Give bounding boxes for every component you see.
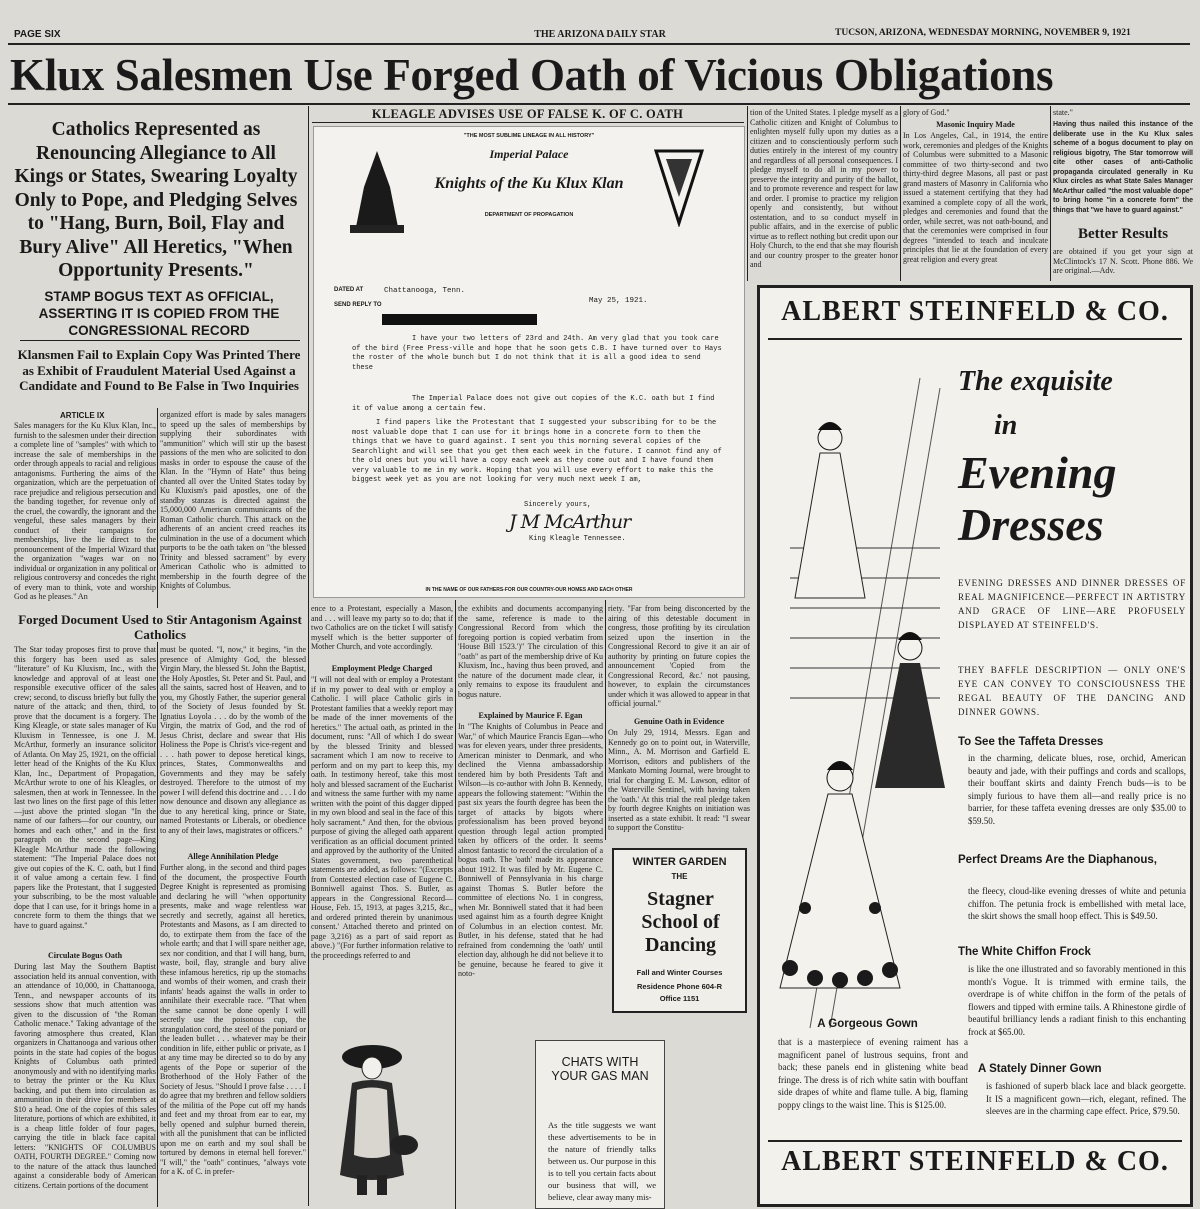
col4-text: the exhibits and documents accompanying the same, reference is made to the Congressional Record from which the foregoing portion is copied verbatim from 'House Bill 1523.')" The circulation of this "oath" as part of the membership drive of Ku Kluxism, Inc., having thus been proved, and the nature of the document made clear, it only remains to expose its fraudulent and bogus nature. bbox=[458, 604, 603, 699]
better-results-text: are obtained if you get your sign at McClintock's 17 N. Scott. Phone 886. We are original.—Adv. bbox=[1053, 247, 1193, 275]
col8-text: state." bbox=[1053, 108, 1073, 117]
letter-signature: J M McArthur bbox=[509, 511, 631, 533]
letter-para3: I find papers like the Protestant that I suggested your subscribing for to be the most valuable dope that I can use for it brings home in a concrete form to them the things that we have to guard against. I sent you this morning several copies of the Searchlight and will see that you get them each week in the future. I cannot find any of the old ones but you will have a copy each week as they come out and I have found them very valuable to me in my work. Hoping that you will use every effort to make this the biggest week yet as you are not looking for very much next week I am, bbox=[352, 419, 722, 484]
steinfeld-name-top: ALBERT STEINFELD & CO. bbox=[781, 296, 1169, 327]
col1b-text: The Star today proposes first to prove that this forgery has been used as sales "literature" of Ku Kluxism, Inc., with the knowledge and approval of at least one responsible executive officer of the sales crew; second, to discuss briefly but fully the nature of the attack; and then, third, to prove that the document is a forgery. The King Kleagle, or state sales manager of Ku Kluxism in Tennessee, is one J. M. McArthur, formerly an insurance solicitor of Atlanta. On May 25, 1921, on the official letter head of the Knights of the Ku Klux Klan, Inc., Department of Propagation, McArthur wrote to one of his Kleagles, or salesmen, then at work in Tennessee. In the last two lines on the first page of this letter—just above the printed slogan "In the name of our fathers—for our country, our homes and each other," and in the first paragraph on the second page—King Kleagle McArthur made the following statement: "The Imperial Palace does not give out copies of the K. C. oath, but I find it of value among a certain few. I find papers like the Protestant, that I suggested your subscribing, to be the most valuable dope that I can use, for it brings home in a concrete form to them the things that we have to guard against." bbox=[14, 645, 156, 930]
wg-phone: Residence Phone 604-R bbox=[636, 982, 723, 991]
wg-line2: THE bbox=[671, 872, 688, 881]
genuine-heading: Genuine Oath in Evidence bbox=[633, 717, 724, 726]
col2b-text: must be quoted. "I, now," it begins, "in the presence of Almighty God, the blessed Virgin Mary, the blessed St. John the Baptist, the Holy Apostles, St. Peter and St. Paul, and all the saints, sacred host of Heaven, and to you, my Ghostly Father, the superior general of the Society of Jesus founded by St. Ignatius Loyola . . . do by the womb of the Virgin, the matrix of God, and the rod of Jesus Christ, declare and swear that His Holiness the Pope is Christ's vice-regent and . . . hath power to depose heretical kings, princes, States, Commonwealths and Governments and they may be safely destroyed. Therefore to the utmost of my power I will defend this doctrine and . . . I do now denounce and disown any allegiance as due to any heretical king, prince or State, named Protestants or Liberals, or obedience to any of their laws, magistrates or officers." bbox=[160, 645, 306, 835]
gas-man-text: As the title suggests we want these advertisements to be in the nature of friendly talks between us. Our purpose in this is to tell you certain facts about our business that will, we believe, clear away many mis- bbox=[548, 1120, 656, 1202]
gorgeous-gown-heading: A Gorgeous Gown bbox=[817, 1018, 918, 1030]
tagline-exquisite: The exquisite bbox=[958, 366, 1113, 397]
dateline: TUCSON, ARIZONA, WEDNESDAY MORNING, NOVEMBER 9, 1921 bbox=[835, 28, 1131, 38]
page-number: PAGE SIX bbox=[14, 29, 61, 40]
gas-man-title: CHATS WITH YOUR GAS MAN bbox=[551, 1055, 649, 1083]
signature-title: King Kleagle Tennessee. bbox=[529, 535, 626, 543]
pennant-icon bbox=[654, 147, 704, 227]
diaphanous-text: the fleecy, cloud-like evening dresses of white and petunia chiffon. The petunia frock is embellished with metal lace, the skirt shows the small hoop effect. This is $49.50. bbox=[968, 886, 1186, 921]
tagline-dresses: Dresses bbox=[958, 499, 1104, 550]
article-label: ARTICLE IX bbox=[60, 411, 105, 420]
steinfeld-ad bbox=[757, 285, 1193, 1207]
deck-catholics: Catholics Represented as Renouncing Allegiance to All Kings or States, Swearing Loyalty Only to Pope, and Pledging Selves to "Hang, Burn, Boil, Flay and Bury Alive" All Heretics, "When Opportunity Presents." bbox=[14, 119, 298, 281]
col6-text: tion of the United States. I pledge myself as a Catholic citizen and Knight of Columbus to enlighten myself fully upon my duties as a citizen and to conscientiously perform such duties entirely in the interest of my country and regardless of all personal consequences. I pledge myself to do all in my power to preserve the integrity and purity of the ballot, and to promote reverence and respect for law and order. I promise to practice my religion openly and consistently, but without ostentation, and to so conduct myself in public affairs, and in the exercise of public virtue as to reflect nothing but credit upon our Holy Church, to the end that she may flourish and our country prosper to the greater honor and bbox=[750, 108, 898, 269]
wg-office: Office 1151 bbox=[659, 994, 700, 1003]
letter-closing: Sincerely yours, bbox=[524, 501, 592, 509]
col3-text: ence to a Protestant, especially a Mason, and . . . will leave my party so to do; that if two Catholics are on the ticket I will satisfy myself which is the better supporter of Mother Church, and vote accordingly. bbox=[311, 604, 453, 651]
annihilation-heading: Allege Annihilation Pledge bbox=[187, 852, 279, 861]
send-reply-label: SEND REPLY TO bbox=[334, 302, 382, 308]
dated-at-label: DATED AT bbox=[334, 287, 364, 293]
white-chiffon-heading: The White Chiffon Frock bbox=[958, 946, 1091, 958]
org-name: Knights of the Ku Klux Klan bbox=[434, 175, 624, 192]
wg-school: Stagner School of Dancing bbox=[641, 888, 720, 956]
letter-top-line: "THE MOST SUBLIME LINEAGE IN ALL HISTORY" bbox=[463, 133, 595, 139]
redaction-bar bbox=[382, 314, 537, 325]
woman-fur-coat-illustration bbox=[312, 1035, 452, 1205]
deck-stamp-bogus: STAMP BOGUS TEXT AS OFFICIAL, ASSERTING IT IS COPIED FROM THE CONGRESSIONAL RECORD bbox=[38, 289, 280, 338]
hooded-rider-icon bbox=[342, 147, 412, 237]
forged-doc-heading: Forged Document Used to Stir Antagonism Against Catholics bbox=[18, 612, 302, 642]
wg-line1: WINTER GARDEN bbox=[632, 856, 727, 868]
col7-text: glory of God." bbox=[903, 108, 950, 117]
employment-heading: Employment Pledge Charged bbox=[331, 664, 433, 673]
palace-title: Imperial Palace bbox=[489, 147, 569, 161]
stately-gown-text: is fashioned of superb black lace and black georgette. It IS a magnificent gown—rich, elegant, refined. The sleeves are in the charming cape effect. Price, $79.50. bbox=[986, 1081, 1186, 1116]
col5-text: riety. "Far from being disconcerted by the airing of this detestable document in congress, those profiting by its circulation seized upon the insertion in the Congressional Record to give it an air of authority by printing on future copies the announcement 'Copied from the Congressional Record, &c.' not pausing, however, to explain the circumstances under which it was allowed to appear in that official journal." bbox=[608, 604, 750, 708]
steinfeld-intro2: THEY BAFFLE DESCRIPTION — ONLY ONE'S EYE CAN CONVEY TO CONSCIOUSNESS THE REGAL BEAUTY OF THE DANCING AND DINNER GOWNS. bbox=[958, 665, 1186, 717]
egan-heading: Explained by Maurice F. Egan bbox=[478, 711, 583, 720]
white-chiffon-text: is like the one illustrated and so favorably mentioned in this month's Vogue. It is trimmed with ermine tails, the overdrape is of white chiffon in the form of the petals of flowers and tipped with ermine tails. A Rhinestone girdle of beautiful brilliancy lends a radiant finish to this enchanting frock at $65.00. bbox=[968, 964, 1186, 1037]
main-headline: Klux Salesmen Use Forged Oath of Vicious Obligations bbox=[10, 50, 1054, 100]
gorgeous-gown-text: that is a masterpiece of evening raiment has a magnificent panel of lustrous sequins, front and back; these panels end in glistening white bead fringe. The dress is of rich white satin with bouffant side drapes of white and flame tulle. A big, flaming poppy clings to the waist line. This is $125.00. bbox=[778, 1037, 968, 1110]
dept-name: DEPARTMENT OF PROPAGATION bbox=[484, 212, 574, 218]
masonic-heading: Masonic Inquiry Made bbox=[936, 120, 1015, 129]
wg-courses: Fall and Winter Courses bbox=[636, 968, 723, 977]
col5b-text: On July 29, 1914, Messrs. Egan and Kennedy go on to point out, in Waterville, Minn., A. M. Morrison and Garfield E. Morrison, editors and publishers of the Mankato Morning Journal, were brought to trial for charging E. M. Lawson, editor of the Waterville Sentinel, with having taken the 'oath.' At this trial the real pledge taken by fourth degree Knights on initiation was inserted as a state exhibit. It read: "I swear to support the Constitu- bbox=[608, 728, 750, 832]
letter-para2: The Imperial Palace does not give out copies of the K.C. oath but I find it of value among a certain few. bbox=[352, 395, 715, 413]
taffeta-text: in the charming, delicate blues, rose, orchid, American beauty and jade, with their puffings and cords and scallops, their bouffant skirts and dainty French buds—is to be simply furious to have them all—and really price is no barrier, for these taffeta evening dresses are only $35.00 to $59.50. bbox=[968, 753, 1186, 826]
diaphanous-heading: Perfect Dreams Are the Diaphanous, bbox=[958, 854, 1157, 866]
gowns-illustration bbox=[770, 348, 958, 1048]
dated-at: Chattanooga, Tenn. bbox=[384, 287, 466, 295]
circulate-heading: Circulate Bogus Oath bbox=[47, 951, 123, 960]
paper-name: THE ARIZONA DAILY STAR bbox=[534, 29, 666, 40]
tagline-in: in bbox=[994, 410, 1018, 441]
col2c-text: Further along, in the second and third pages of the document, the prospective Fourth Degree Knight is represented as promising and declaring he will "when opportunity presents, make and wage relentless war secretly and secretly, against all heretics, Protestants and Masons, as I am directed to do, to extirpate them from the face of the whole earth; and that I will spare neither age, sex nor condition, and that I will hang, burn, waste, boil, flay, strangle and bury alive these infamous heretics, rip up the stomachs and wombs of their women, and crash their infants' heads against the walls in order to annihilate their execrable race. "That when the same cannot be done openly I will secretly use the poisonous cup, the strangulation cord, the steel of the poniard or the leaden bullet . . . whatever may be their condition in life, either public or private, as I at any time may be directed so to do by any agents of the Pope or superior of the Brotherhood of the Holy Father of the Society of Jesus. "Should I prove false . . . . I do agree that my brethren and fellow soldiers of the militia of the Pope cut off my hands and feet and my throat from ear to ear, my belly opened and sulphur burned therein, with all the punishment that can be inflicted upon me on earth and my soul shall be tortured by demons in eternal hell forever." "I will," the "oath" continues, "always vote for a K. of C. in prefer- bbox=[160, 863, 306, 1176]
better-results-title: Better Results bbox=[1077, 226, 1169, 242]
letter-footer: IN THE NAME OF OUR FATHERS-FOR OUR COUNTRY-OUR HOMES AND EACH OTHER bbox=[425, 587, 633, 593]
col1c-text: During last May the Southern Baptist association held its annual convention, with an attendance of 10,000, in Chattanooga, Tenn., and newspaper accounts of its sessions show that much attention was given to the discussion of "the Roman Catholic menace." Taking advantage of the favoring atmosphere thus created, Klan organizers in Chattanooga and various other points in the state had copies of the bogus Knights of Columbus oath printed anonymously and with no identifying marks to betray the printer or the Ku Klux backing, and put them into circulation as ammunition in their drive for members at $10 a head. One of the copies of this sales literature, portions of which are exhibited, it is a cheap little folder of four pages, carrying the title in black face capital letters: "KNIGHTS OF COLUMBUS OATH, FOURTH DEGREE." Coming now to the nature of the attack thus launched against a considerable body of American citizens. Certain portions of the document bbox=[14, 962, 156, 1190]
col4b-text: In "The Knights of Columbus in Peace and War," of which Maurice Francis Egan—who was for eleven years, under three presidents, American minister to Denmark, and who declined the Vienna ambassadorship tendered him by both Presidents Taft and Wilson—is co-author with John B. Kennedy, appears the following statement: "Within the past six years the fourth degree has been the target of attacks by bigots where professionalism has been proved beyond question through legal action prompted taken by officers of the order. It seems almost fantastic to record the circulation of a bogus oath. The 'oath' made its appearance about 1912. It was filed by Mr. Eugene C. Bonniwell of Pennsylvania in his charge against Thomas S. Butler before the committee of elections No. 1 in congress, when Mr. Bonniwell stated that it had been used against him as a fourth degree Knight of Columbus in an election contest. Mr. Butler, in his defense, stated that he had refrained from condemning the 'oath' until election day, although he did not believe it to be genuine, because he feared to give it noto- bbox=[458, 722, 603, 978]
gas-man-ad bbox=[535, 1040, 665, 1209]
col7b-text: In Los Angeles, Cal., in 1914, the entire work, ceremonies and pledges of the Knights of Columbus were submitted to a Masonic committee of two thirty-second and two thirty-third degree Masons, all past or past grand masters of Masonry in California who issued a statement certifying that they had examined a complete copy of all the work, pledges and ceremonies and found that the order, while secret, was not oath-bound, and that the ceremonies were comprised in four degrees "intended to teach and inculcate principles that lie at the foundation of every great religion and every great bbox=[903, 131, 1048, 264]
tagline-evening: Evening bbox=[958, 447, 1117, 498]
winter-garden-ad bbox=[612, 848, 747, 1013]
dancers-stairs-drawing bbox=[770, 348, 958, 1048]
deck-klansmen-fail: Klansmen Fail to Explain Copy Was Printed There as Exhibit of Fraudulent Material Used Against a Candidate and Found to Be False in Two Inquiries bbox=[17, 347, 301, 393]
col2-text: organized effort is made by sales managers to speed up the sales of memberships by supplying their subordinates with "ammunition" which will stir up the basest passions of the men who are solicited to don masks in order to espouse the cause of the Klan. In the "Hymn of Hate" thus being chanted all over the United States today by Ku Kluxism's paid apostles, one of the standby stanzas is directed against the 15,000,000 American communicants of the Roman Catholic church. This attack on the adherents of an ancient creed reaches its culmination in the use of a document which purports to be the oath taken on "the blessed Trinity and blessed sacrament" by every American Catholic who is admitted to membership in the fourth degree of the Knights of Columbus. bbox=[160, 410, 306, 590]
kleagle-letter bbox=[313, 126, 745, 598]
letter-caption: KLEAGLE ADVISES USE OF FALSE K. OF C. OATH bbox=[371, 107, 684, 121]
col3b-text: "I will not deal with or employ a Protestant if in my power to deal with or employ a Catholic. I will place Catholic girls in Protestant families that a weekly report may be made of the inner movements of the heretics." The actual oath, as printed in the document, runs: "All of which I do swear by the blessed Trinity and blessed sacrament which I am now to receive to perform and on my part to keep this, my oath. In testimony hereof, take this most holy and blessed sacrament of the Eucharist and witness the same further with my name written with the point of this dagger dipped in my own blood and seal in the face of this holy sacrament." And then, for the obvious purpose of giving the alleged oath apparent verification as an official document printed and approved by the authority of the United States government, two parenthetical statements are added, as follows: "(Excerpts from Contested election case of Eugene C. Bonniwell against Thos. S. Butler, as appears in the Congressional Record—House, Feb. 15, 1913, at pages 3,215, &c., and ordered printed therein by unanimous consent.' Attached thereto and printed on page 3,216) as a part of said report as above.) "(For further information relative to the proceedings referred to and bbox=[311, 675, 453, 960]
col8b-text: Having thus nailed this instance of the deliberate use in the Ku Klux sales scheme of a bogus document to play on religious bigotry, The Star tomorrow will cite other cases of anti-Catholic propaganda circulated generally in Ku Klux circles as what State Sales Manager McArthur called "the most valuable dope" to bring home "in a concrete form" the things that "we have to guard against." bbox=[1053, 121, 1193, 214]
stately-gown-heading: A Stately Dinner Gown bbox=[978, 1063, 1102, 1075]
letter-para1: I have your two letters of 23rd and 24th. Am very glad that you took care of the bird (Free Press-ville and hope that he soon gets C.B. I have turned over to Hays the roster of the whole bunch but I do not think that it is all a good idea to send these bbox=[352, 335, 722, 372]
col1-text: Sales managers for the Ku Klux Klan, Inc., furnish to the salesmen under their direction a complete line of "samples" with which to increase the sale of memberships in the order through appeals to racial and religious antagonisms. Furthering the aims of the organization, which are the perpetuation of race prejudice and religious persecution and the banding together, for revenue only of the cruel, the cowardly, the ignorant and the vengeful, these sales managers by their conduct of their campaigns for memberships, live the lie direct to the pronouncement of the Imperial Wizard that the organization "wages war on no individual or organization in any political or religious controversy and concedes the right of every man to think, vote and worship God as he pleases." An bbox=[14, 421, 156, 601]
steinfeld-intro: EVENING DRESSES AND DINNER DRESSES OF REAL MAGNIFICENCE—PERFECT IN ARTISTRY AND GRACE OF LINE—ARE PROFUSELY DISPLAYED AT STEINFELD'S. bbox=[958, 578, 1186, 630]
taffeta-heading: To See the Taffeta Dresses bbox=[958, 736, 1104, 748]
letter-date: May 25, 1921. bbox=[589, 297, 648, 305]
steinfeld-name-bottom: ALBERT STEINFELD & CO. bbox=[781, 1146, 1169, 1177]
